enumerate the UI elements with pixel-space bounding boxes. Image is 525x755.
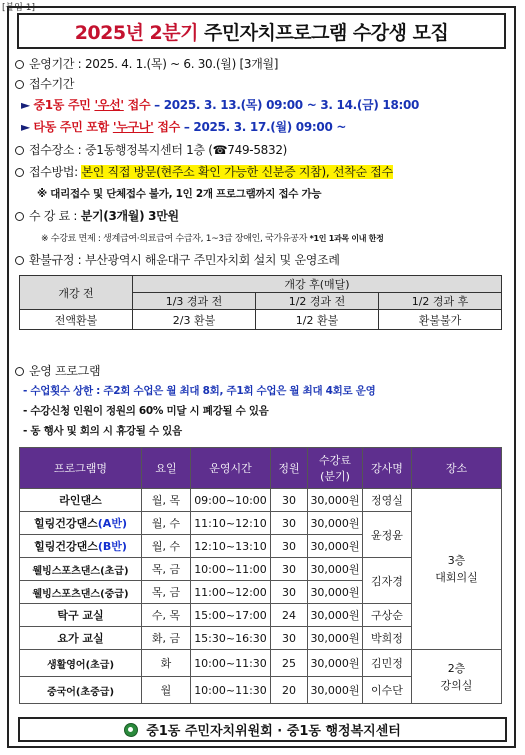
program-day: 목, 금 <box>142 581 191 604</box>
teacher-name: 구상순 <box>363 604 412 627</box>
teacher-name: 정영실 <box>363 489 412 512</box>
table-row <box>20 489 502 512</box>
program-name: 웰빙스포츠댄스(초급) <box>20 558 142 581</box>
col-time: 운영시간 <box>191 448 271 489</box>
refund-value: 1/2 환불 <box>256 310 379 330</box>
program-capacity: 24 <box>271 604 308 627</box>
refund-value: 2/3 환불 <box>133 310 256 330</box>
col-capacity: 정원 <box>271 448 308 489</box>
program-fee: 30,000원 <box>308 581 363 604</box>
program-table <box>19 447 502 704</box>
program-capacity: 30 <box>271 627 308 650</box>
teacher-name: 윤정윤 <box>363 512 412 558</box>
note-cancellation: - 수강신청 인원이 정원의 60% 미달 시 폐강될 수 있음 <box>23 405 269 417</box>
teacher-name: 이수단 <box>363 677 412 704</box>
program-name: 웰빙스포츠댄스(중급) <box>20 581 142 604</box>
program-name: 힐링건강댄스(A반) <box>20 512 142 535</box>
refund-rule: 환불규정 : 부산광역시 해운대구 주민자치회 설치 및 운영조례 <box>15 251 340 268</box>
operation-period: 운영기간 : 2025. 4. 1.(목) ~ 6. 30.(월) [3개월] <box>15 55 278 72</box>
program-capacity: 30 <box>271 558 308 581</box>
place-2f: 2층 강의실 <box>412 650 502 704</box>
refund-after-header: 개강 후(매달) <box>133 276 502 293</box>
col-teacher: 강사명 <box>363 448 412 489</box>
refund-before-header: 개강 전 <box>20 276 133 310</box>
fee-exemption-note: ※ 수강료 면제 : 생계급여·의료급여 수급자, 1~3급 장애인, 국가유공자 *1인 1과목 이내 한정 <box>41 234 384 244</box>
arrow-bullet-icon: ► <box>21 120 30 134</box>
note-class-limit: - 수업횟수 상한 : 주2회 수업은 월 최대 8회, 주1회 수업은 월 최대 4회로 운영 <box>23 385 376 397</box>
program-fee: 30,000원 <box>308 677 363 704</box>
program-time: 10:00~11:30 <box>191 650 271 677</box>
circle-bullet-icon <box>15 146 24 155</box>
program-name: 생활영어(초급) <box>20 650 142 677</box>
program-fee: 30,000원 <box>308 512 363 535</box>
program-fee: 30,000원 <box>308 535 363 558</box>
program-fee: 30,000원 <box>308 627 363 650</box>
emblem-icon <box>124 723 138 737</box>
program-table-header <box>20 448 502 489</box>
program-name: 탁구 교실 <box>20 604 142 627</box>
program-heading: 운영 프로그램 <box>15 362 100 379</box>
program-capacity: 25 <box>271 650 308 677</box>
program-name: 힐링건강댄스(B반) <box>20 535 142 558</box>
col-place: 장소 <box>412 448 502 489</box>
program-capacity: 30 <box>271 581 308 604</box>
arrow-bullet-icon: ► <box>21 98 30 112</box>
col-program: 프로그램명 <box>20 448 142 489</box>
col-fee: 수강료 (분기) <box>308 448 363 489</box>
program-time: 11:00~12:00 <box>191 581 271 604</box>
circle-bullet-icon <box>15 168 24 177</box>
circle-bullet-icon <box>15 60 24 69</box>
program-day: 월, 목 <box>142 489 191 512</box>
program-capacity: 30 <box>271 489 308 512</box>
refund-sub-header: 1/3 경과 전 <box>133 293 256 310</box>
attachment-label: [붙임 1] <box>2 3 35 13</box>
program-name: 요가 교실 <box>20 627 142 650</box>
program-day: 월, 수 <box>142 512 191 535</box>
method-note: ※ 대리접수 및 단체접수 불가, 1인 2개 프로그램까지 접수 가능 <box>37 188 322 200</box>
program-time: 15:30~16:30 <box>191 627 271 650</box>
program-day: 목, 금 <box>142 558 191 581</box>
circle-bullet-icon <box>15 367 24 376</box>
footer-organization: 중1동 주민자치위원회 · 중1동 행정복지센터 <box>18 717 507 742</box>
teacher-name: 김민정 <box>363 650 412 677</box>
program-capacity: 30 <box>271 512 308 535</box>
reception-priority: ► 중1동 주민 '우선' 접수 – 2025. 3. 13.(목) 09:00 ~ 3. 14.(금) 18:00 <box>21 98 420 112</box>
fee-info: 수 강 료 : 분기(3개월) 3만원 <box>15 207 179 224</box>
teacher-name: 김자경 <box>363 558 412 604</box>
program-fee: 30,000원 <box>308 650 363 677</box>
program-day: 수, 목 <box>142 604 191 627</box>
circle-bullet-icon <box>15 80 24 89</box>
place-3f: 3층 대회의실 <box>412 489 502 650</box>
refund-value: 환불불가 <box>379 310 502 330</box>
refund-sub-header: 1/2 경과 후 <box>379 293 502 310</box>
program-day: 월 <box>142 677 191 704</box>
program-capacity: 30 <box>271 535 308 558</box>
program-day: 화, 금 <box>142 627 191 650</box>
program-time: 11:10~12:10 <box>191 512 271 535</box>
program-time: 15:00~17:00 <box>191 604 271 627</box>
reception-heading: 접수기간 <box>15 75 74 92</box>
reception-place: 접수장소 : 중1동행정복지센터 1층 (☎749-5832) <box>15 141 287 158</box>
refund-value: 전액환불 <box>20 310 133 330</box>
note-holiday: - 동 행사 및 회의 시 휴강될 수 있음 <box>23 425 182 437</box>
program-time: 10:00~11:30 <box>191 677 271 704</box>
program-time: 12:10~13:10 <box>191 535 271 558</box>
program-time: 10:00~11:00 <box>191 558 271 581</box>
refund-sub-header: 1/2 경과 전 <box>256 293 379 310</box>
program-name: 라인댄스 <box>20 489 142 512</box>
teacher-name: 박희정 <box>363 627 412 650</box>
circle-bullet-icon <box>15 256 24 265</box>
program-day: 화 <box>142 650 191 677</box>
table-row <box>20 650 502 677</box>
program-fee: 30,000원 <box>308 604 363 627</box>
circle-bullet-icon <box>15 212 24 221</box>
program-day: 월, 수 <box>142 535 191 558</box>
program-fee: 30,000원 <box>308 489 363 512</box>
title-quarter: 2025년 2분기 <box>74 21 198 44</box>
reception-anyone: ► 타동 주민 포함 '누구나' 접수 – 2025. 3. 17.(월) 09:00 ~ <box>21 120 347 134</box>
reception-method: 접수방법: 본인 직접 방문(현주소 확인 가능한 신분증 지참), 선착순 접수 <box>15 163 393 180</box>
title-text: 주민자치프로그램 수강생 모집 <box>203 21 449 44</box>
program-fee: 30,000원 <box>308 558 363 581</box>
notice-frame <box>7 6 516 748</box>
col-day: 요일 <box>142 448 191 489</box>
program-name: 중국어(초중급) <box>20 677 142 704</box>
page-title <box>17 13 506 49</box>
program-capacity: 20 <box>271 677 308 704</box>
program-time: 09:00~10:00 <box>191 489 271 512</box>
refund-table <box>19 275 502 330</box>
